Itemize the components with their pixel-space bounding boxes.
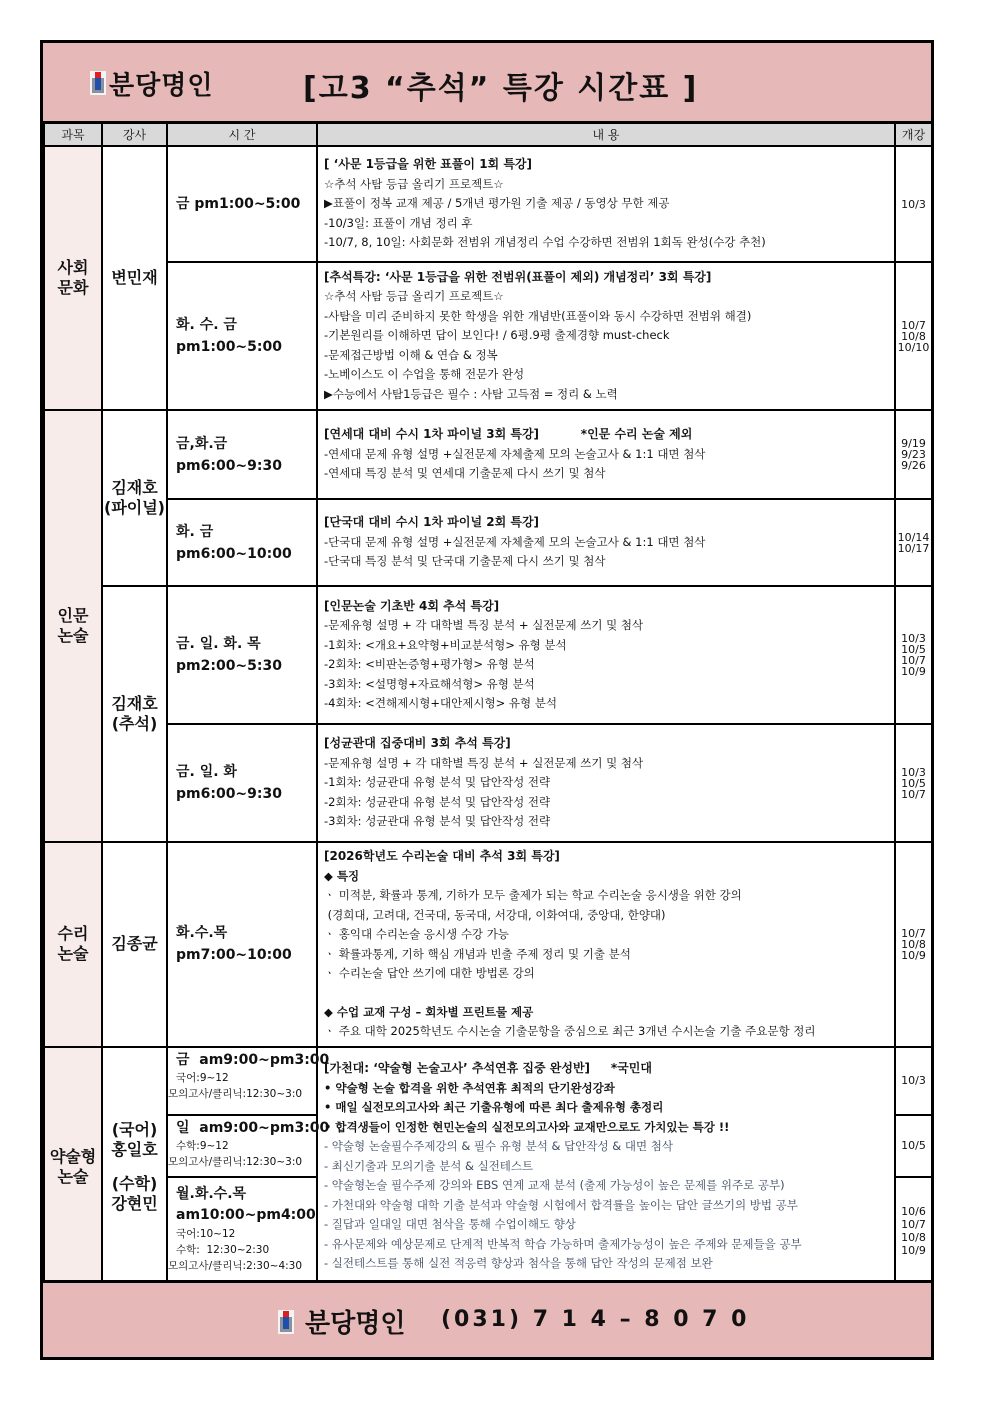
time-text: 금 pm1:00~5:00 <box>176 196 301 212</box>
time-days: 화.수.목 <box>176 925 228 942</box>
content-line: -2회차: 성균관대 유형 분석 및 답안작성 전략 <box>324 794 551 809</box>
time-detail: 수학: 12:30~2:30 <box>176 1243 270 1256</box>
subject-line: 문화 <box>57 278 89 297</box>
teacher-name: 김종균 <box>111 934 158 954</box>
content-line: (경희대, 고려대, 건국대, 동국대, 서강대, 이화여대, 중앙대, 한양대) <box>324 907 666 922</box>
open-date: 10/3 <box>901 632 926 645</box>
subject-cell <box>44 842 102 1047</box>
content-line: - 유사문제와 예상문제로 단계적 반복적 학습 가능하며 출제가능성이 높은 주제와 문제들을 공부 <box>324 1236 802 1251</box>
teacher-tag: (추석) <box>111 714 158 733</box>
content-cell <box>317 410 895 499</box>
content-line: - 약술형논술 필수주제 강의와 EBS 연계 교재 분석 (출제 가능성이 높은 문제를 위주로 공부) <box>324 1178 785 1193</box>
time-cell <box>167 499 317 586</box>
content-line: -3회차: <설명형+자료해석형> 유형 분석 <box>324 676 535 691</box>
spacer <box>103 1160 166 1174</box>
timetable-sheet <box>40 40 934 1360</box>
open-date: 9/19 <box>901 437 926 450</box>
teacher-cell <box>102 586 167 842</box>
time-hours: pm6:00~9:30 <box>176 786 282 802</box>
course-title: [성균관대 집중대비 3회 추석 특강] <box>324 736 511 751</box>
time-detail: 모의고사/클리닉:12:30~3:0 <box>168 1155 303 1168</box>
time-days: 금. 일. 화. 목 <box>176 636 261 652</box>
content-line: - 약술형 논술필수주제강의 & 필수 유형 분석 & 답안작성 & 대면 첨삭 <box>324 1139 673 1154</box>
content-cell <box>317 262 895 410</box>
open-date-cell <box>895 410 932 499</box>
content-line: -단국대 문제 유형 설명 +실전문제 자체출제 모의 논술고사 & 1:1 대면 첨삭 <box>324 534 706 549</box>
academy-logo-icon <box>90 71 106 95</box>
open-date: 10/9 <box>901 665 926 678</box>
open-date-cell <box>895 724 932 842</box>
table-row <box>44 586 932 724</box>
content-line: -단국대 특징 분석 및 단국대 기출문제 다시 쓰기 및 첨삭 <box>324 554 606 569</box>
content-line: ㆍ 미적분, 확률과 통계, 기하가 모두 출제가 되는 학교 수리논술 응시생을 위한 강의 <box>324 888 742 902</box>
time-hours: pm1:00~5:00 <box>176 339 282 355</box>
table-row <box>44 146 932 262</box>
col-teacher: 강사 <box>102 124 167 146</box>
subject-line: 인문 <box>57 606 89 625</box>
open-date-slot <box>896 1048 931 1116</box>
teacher-name: 변민재 <box>111 268 158 287</box>
teacher-cell <box>102 146 167 410</box>
section-heading: ◆ 수업 교재 구성 – 회차별 프린트물 제공 <box>324 1004 534 1019</box>
time-detail: 모의고사/클리닉:12:30~3:0 <box>168 1087 303 1100</box>
content-line: -2회차: <비판논증형+평가형> 유형 분석 <box>324 657 535 671</box>
open-date: 10/7 <box>901 654 926 667</box>
content-line: -문제유형 설명 + 각 대학별 특징 분석 + 실전문제 쓰기 및 첨삭 <box>324 618 644 632</box>
open-date: 10/8 <box>901 1230 926 1244</box>
content-line: - 실전테스트를 통해 실전 적응력 향상과 첨삭을 통해 답안 작성의 문제점 보완 <box>324 1256 713 1271</box>
open-date-cell <box>895 262 932 410</box>
content-line: ☆추석 사탐 등급 올리기 프로젝트☆ <box>324 289 504 304</box>
content-line: -연세대 문제 유형 설명 +실전문제 자체출제 모의 논술고사 & 1:1 대면 첨삭 <box>324 446 706 461</box>
open-date: 10/3 <box>901 197 926 211</box>
content-line: -연세대 특징 분석 및 연세대 기출문제 다시 쓰기 및 첨삭 <box>324 466 606 481</box>
open-date: 9/23 <box>901 448 926 461</box>
content-line: ▶수능에서 사탐1등급은 필수 : 사탐 고득점 = 정리 & 노력 <box>324 386 618 401</box>
time-cell <box>167 842 317 1047</box>
content-line: ㆍ 확률과통계, 기하 핵심 개념과 빈출 주제 정리 및 기출 분석 <box>324 946 631 961</box>
course-title: [ ‘사문 1등급을 위한 표풀이 1회 특강] <box>324 157 532 172</box>
teacher-name: 김재호 <box>111 694 158 713</box>
content-cell <box>317 586 895 724</box>
subject-line: 약술형 <box>49 1146 97 1166</box>
schedule-table <box>43 124 933 1288</box>
content-line: - 최신기출과 모의기출 분석 & 실전테스트 <box>324 1158 534 1173</box>
content-line: - 질답과 일대일 대면 첨삭을 통해 수업이해도 향상 <box>324 1217 576 1232</box>
phone-number: (031) 7 1 4 – 8 0 7 0 <box>441 1307 750 1332</box>
open-date: 10/7 <box>901 1217 926 1231</box>
time-slot <box>168 1178 316 1284</box>
content-line: ☆추석 사탐 등급 올리기 프로젝트☆ <box>324 176 504 191</box>
content-line: -10/7, 8, 10일: 사회문화 전범위 개념정리 수업 수강하면 전범위 1회독 완성(수강 추천) <box>324 235 766 250</box>
course-title: [가천대: ‘약술형 논술고사’ 추석연휴 집중 완성반] *국민대 <box>324 1061 652 1076</box>
title-banner <box>43 43 931 124</box>
open-date: 10/8 <box>901 329 926 343</box>
content-line: -1회차: <개요+요약형+비교분석형> 유형 분석 <box>324 637 567 652</box>
footer-brand: 분당명인 <box>305 1309 406 1339</box>
col-open-date: 개강 <box>895 124 932 146</box>
open-date-cell <box>895 146 932 262</box>
page-title: [고3 “추석” 특강 시간표 ] <box>303 71 699 106</box>
time-main: 금 am9:00~pm3:00 <box>176 1051 330 1068</box>
highlight-line: • 약술형 논술 합격을 위한 추석연휴 최적의 단기완성강좌 <box>324 1080 615 1095</box>
content-line: -3회차: 성균관대 유형 분석 및 답안작성 전략 <box>324 814 551 829</box>
open-date: 10/5 <box>901 1139 926 1152</box>
time-slot <box>168 1048 330 1116</box>
content-line: -문제접근방법 이해 & 연습 & 정복 <box>324 347 498 362</box>
subject-line: 논술 <box>57 944 89 964</box>
content-line: ㆍ 수리논술 답안 쓰기에 대한 방법론 강의 <box>324 966 535 980</box>
col-time: 시 간 <box>167 124 317 146</box>
highlight-line: • 합격생들이 인정한 현민논술의 실전모의고사와 교재만으로도 가치있는 특강 !! <box>324 1119 730 1134</box>
table-row <box>44 262 932 410</box>
subject-line: 논술 <box>57 1166 89 1186</box>
course-title: [연세대 대비 수시 1차 파이널 3회 특강] *인문 수리 논술 제외 <box>324 427 693 442</box>
content-cell <box>317 146 895 262</box>
open-date: 10/8 <box>901 937 926 951</box>
open-date: 10/6 <box>901 1204 926 1218</box>
open-date-cell <box>895 499 932 586</box>
content-line: -4회차: <견해제시형+대안제시형> 유형 분석 <box>324 696 557 710</box>
open-date: 10/7 <box>901 926 926 940</box>
open-date: 10/5 <box>901 643 926 656</box>
content-line: -노베이스도 이 수업을 통해 전문가 완성 <box>324 367 525 382</box>
open-date: 10/3 <box>901 765 926 779</box>
subject-line: 사회 <box>57 258 89 277</box>
time-hours: pm2:00~5:30 <box>176 658 282 674</box>
col-subject: 과목 <box>44 124 102 146</box>
table-row <box>44 499 932 586</box>
subject-cell <box>44 1047 102 1287</box>
open-date: 10/7 <box>901 787 926 801</box>
content-line: ㆍ 주요 대학 2025학년도 수시논술 기출문항을 중심으로 최근 3개년 수시논술 기출 주요문항 정리 <box>324 1024 816 1038</box>
table-header-row <box>44 124 932 146</box>
course-title: [단국대 대비 수시 1차 파이널 2회 특강] <box>324 515 540 530</box>
section-heading: ◆ 특징 <box>324 868 360 883</box>
time-cell <box>167 146 317 262</box>
time-cell <box>167 586 317 724</box>
course-title: [인문논술 기초반 4회 추석 특강] <box>324 598 500 613</box>
time-slot <box>168 1116 330 1178</box>
teacher-tag: (파이널) <box>104 498 165 517</box>
content-line: -10/3일: 표풀이 개념 정리 후 <box>324 215 473 230</box>
time-main: am10:00~pm4:00 <box>176 1206 316 1223</box>
teacher-name: 강현민 <box>111 1193 158 1213</box>
table-row <box>44 410 932 499</box>
content-line: - 가천대와 약술형 대학 기출 분석과 약술형 시험에서 합격률을 높이는 답안 글쓰기의 방법 공부 <box>324 1197 798 1212</box>
content-cell <box>317 724 895 842</box>
open-date-slot <box>896 1178 931 1284</box>
spacer <box>324 984 888 1003</box>
content-line: -기본원리를 이해하면 답이 보인다! / 6평.9평 출제경향 must-check <box>324 328 670 343</box>
footer-banner <box>43 1280 931 1357</box>
time-hours: pm7:00~10:00 <box>176 947 292 964</box>
subject-line: 논술 <box>57 626 89 645</box>
time-detail: 수학:9~12 <box>176 1139 229 1152</box>
teacher-subject: (수학) <box>111 1173 158 1193</box>
teacher-cell <box>102 842 167 1047</box>
content-line: -1회차: 성균관대 유형 분석 및 답안작성 전략 <box>324 775 551 790</box>
open-date-cell <box>895 586 932 724</box>
time-cell <box>167 724 317 842</box>
open-date: 10/14 <box>897 530 930 544</box>
open-date: 10/9 <box>901 948 926 962</box>
subject-line: 수리 <box>57 924 89 944</box>
time-days: 금,화.금 <box>176 435 228 452</box>
col-content: 내 용 <box>317 124 895 146</box>
open-date: 10/7 <box>901 318 926 332</box>
open-date-cell <box>895 842 932 1047</box>
time-main: 일 am9:00~pm3:00 <box>176 1119 330 1136</box>
time-cell <box>167 410 317 499</box>
time-detail: 모의고사/클리닉:2:30~4:30 <box>168 1259 303 1272</box>
time-days: 화. 수. 금 <box>176 317 237 333</box>
subject-cell <box>44 146 102 410</box>
table-row <box>44 1047 932 1287</box>
course-title: [추석특강: ‘사문 1등급을 위한 전범위(표풀이 제외) 개념정리’ 3회 특강] <box>324 269 712 284</box>
time-hours: pm6:00~10:00 <box>176 545 292 562</box>
time-detail: 국어:10~12 <box>176 1227 236 1240</box>
open-date: 10/9 <box>901 1243 926 1257</box>
content-line: ▶표풀이 정복 교재 제공 / 5개년 평가원 기출 제공 / 동영상 무한 제공 <box>324 196 670 211</box>
subject-cell <box>44 410 102 842</box>
content-line: -문제유형 설명 + 각 대학별 특징 분석 + 실전문제 쓰기 및 첨삭 <box>324 755 644 770</box>
teacher-subject: (국어) <box>111 1119 158 1139</box>
content-line: ㆍ 홍익대 수리논술 응시생 수강 가능 <box>324 927 509 941</box>
teacher-name: 김재호 <box>111 478 158 497</box>
teacher-cell <box>102 410 167 586</box>
highlight-line: • 매일 실전모의고사와 최근 기출유형에 따른 최다 출제유형 총정리 <box>324 1100 664 1115</box>
content-cell <box>317 1047 895 1287</box>
time-hours: pm6:00~9:30 <box>176 457 282 474</box>
academy-logo-icon <box>278 1310 294 1334</box>
time-days: 화. 금 <box>176 523 214 540</box>
time-main: 월.화.수.목 <box>176 1185 247 1202</box>
table-row <box>44 842 932 1047</box>
teacher-cell <box>102 1047 167 1287</box>
content-line: -사탐을 미리 준비하지 못한 학생을 위한 개념반(표풀이와 동시 수강하면 전범위 해결) <box>324 308 752 323</box>
content-cell <box>317 842 895 1047</box>
table-row <box>44 724 932 842</box>
time-cell <box>167 262 317 410</box>
open-date: 9/26 <box>901 459 926 472</box>
content-cell <box>317 499 895 586</box>
course-title: [2026학년도 수리논술 대비 추석 3회 특강] <box>324 849 560 863</box>
open-date-slot <box>896 1116 931 1178</box>
open-date: 10/10 <box>897 340 930 354</box>
time-days: 금. 일. 화 <box>176 764 237 780</box>
time-detail: 국어:9~12 <box>176 1071 229 1084</box>
teacher-name: 홍일호 <box>111 1139 158 1159</box>
open-date-cell <box>895 1047 932 1287</box>
time-cell <box>167 1047 330 1287</box>
open-date: 10/17 <box>897 541 930 555</box>
open-date: 10/3 <box>901 1074 926 1087</box>
brand-name: 분당명인 <box>109 71 214 101</box>
open-date: 10/5 <box>901 776 926 790</box>
